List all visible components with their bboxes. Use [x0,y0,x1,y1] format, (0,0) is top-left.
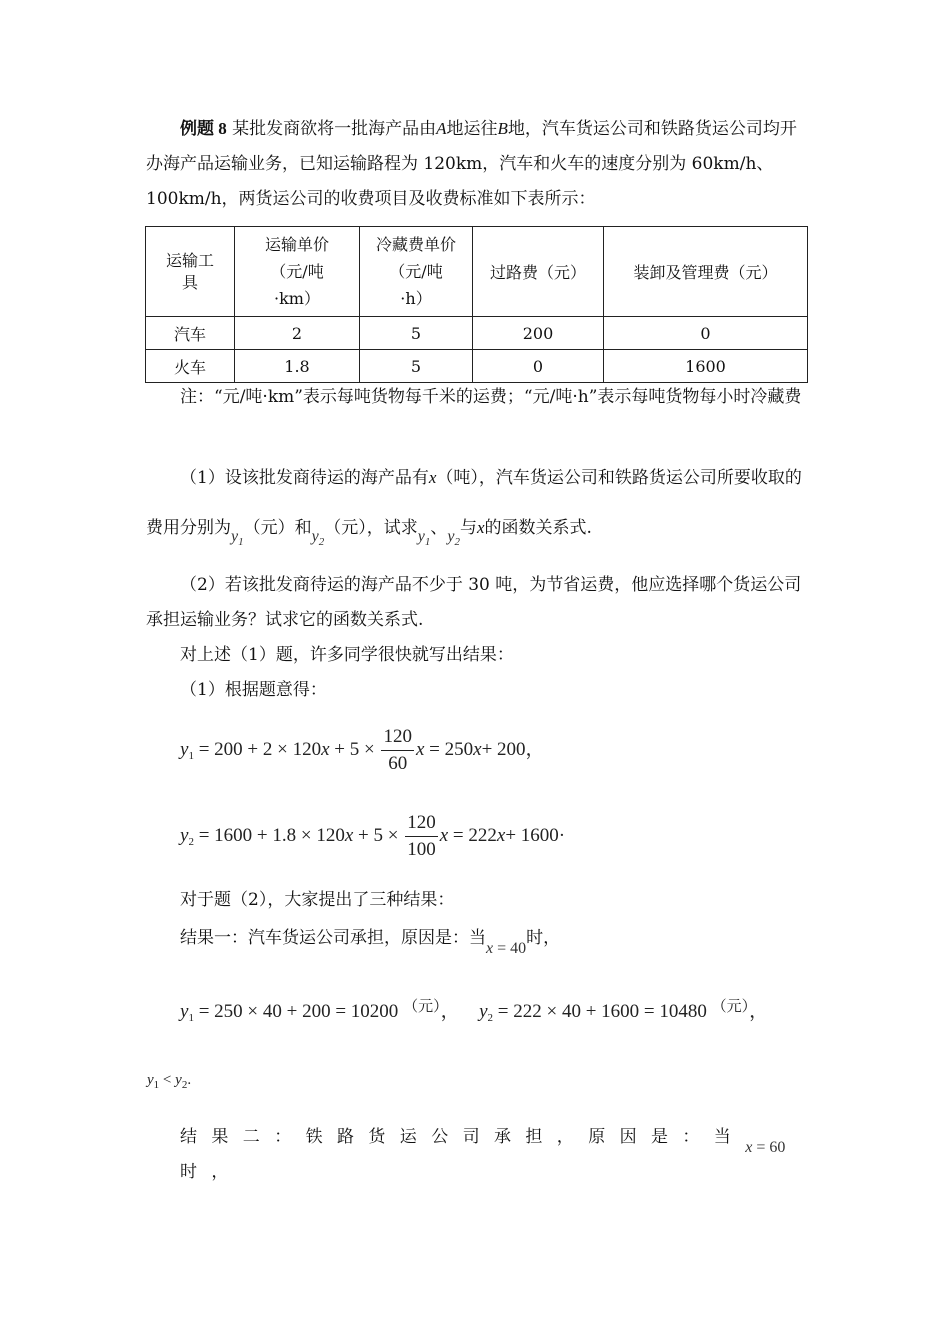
header-vehicle: 运输工具 [146,227,235,317]
equation-result-1: $y_1 = 250 \times 40 + 200 = 10200$ $^{(元)}$， $y_2 = 222 \times 40 + 1600 = 10480$ $^{(元)}$， [180,997,769,1024]
table-cell: 汽车 [146,317,235,350]
table-cell: 火车 [146,350,235,383]
quick-answer-line: 对上述（1）题，许多同学很快就写出结果： [180,645,514,665]
result-2: 结果二：铁路货运公司承担，原因是：当x = 60时， [180,1127,786,1182]
question-1: （1）设该批发商待运的海产品有x（吨），汽车货运公司和铁路货运公司所要收取的费用分别为$y_1$（元）和$y_2$（元），试求$y_1$、$y_2$与x的函数关系式. [146,468,802,548]
header-transport-price: 运输单价 （元/吨 ·km） [235,227,360,317]
table-cell: 0 [473,350,604,383]
question-2-intro: 对于题（2），大家提出了三种结果： [180,890,455,910]
table-note: 注：“元/吨·km”表示每吨货物每千米的运费；“元/吨·h”表示每吨货物每小时冷藏费 [180,387,802,407]
problem-text-3: 地，汽车货运公司和铁路货运公司均开办海产品运输业务，已知运输路程为 120km，汽车和火车的速度分别为 60km/h、100km/h，两货运公司的收费项目及收费标准如下表所示： [146,119,797,209]
table-row [146,317,808,350]
result-1: 结果一：汽车货运公司承担，原因是：当x = 40时， [180,928,561,957]
place-a: A [436,119,447,138]
equation-y2: $y_2 = 1600 + 1.8 \times 120x + 5$ × $\frac{120}{100}$ x = 222x+ 1600· [180,812,566,860]
problem-text-2: 地运往 [446,119,498,139]
question-2: （2）若该批发商待运的海产品不少于 30 吨，为节省运费，他应选择哪个货运公司承担运输业务？试求它的函数关系式. [146,575,802,630]
table-cell: 5 [360,350,473,383]
header-handling-fee: 装卸及管理费（元） [604,227,808,317]
table-cell: 5 [360,317,473,350]
place-b: B [497,119,508,138]
equation-y1: $y_1 = 200 + 2 \times 120x + 5$ × $\frac{120}{60}$ x = 250x+ 200， [180,726,545,774]
table-cell: 2 [235,317,360,350]
problem-text-1: 某批发商欲将一批海产品由 [232,119,437,139]
header-cold-storage-price: 冷藏费单价 （元/吨 ·h） [360,227,473,317]
problem-label: 例题 8 [180,119,227,138]
table-row [146,350,808,383]
header-toll: 过路费（元） [473,227,604,317]
solution-1-heading: （1）根据题意得： [180,680,327,700]
problem-statement [146,111,808,217]
inequality: $y_1 < y_2$. [147,1072,192,1091]
table-cell: 0 [604,317,808,350]
table-cell: 200 [473,317,604,350]
table-cell: 1600 [604,350,808,383]
fee-table [145,226,808,383]
table-header-row [146,227,808,317]
table-cell: 1.8 [235,350,360,383]
